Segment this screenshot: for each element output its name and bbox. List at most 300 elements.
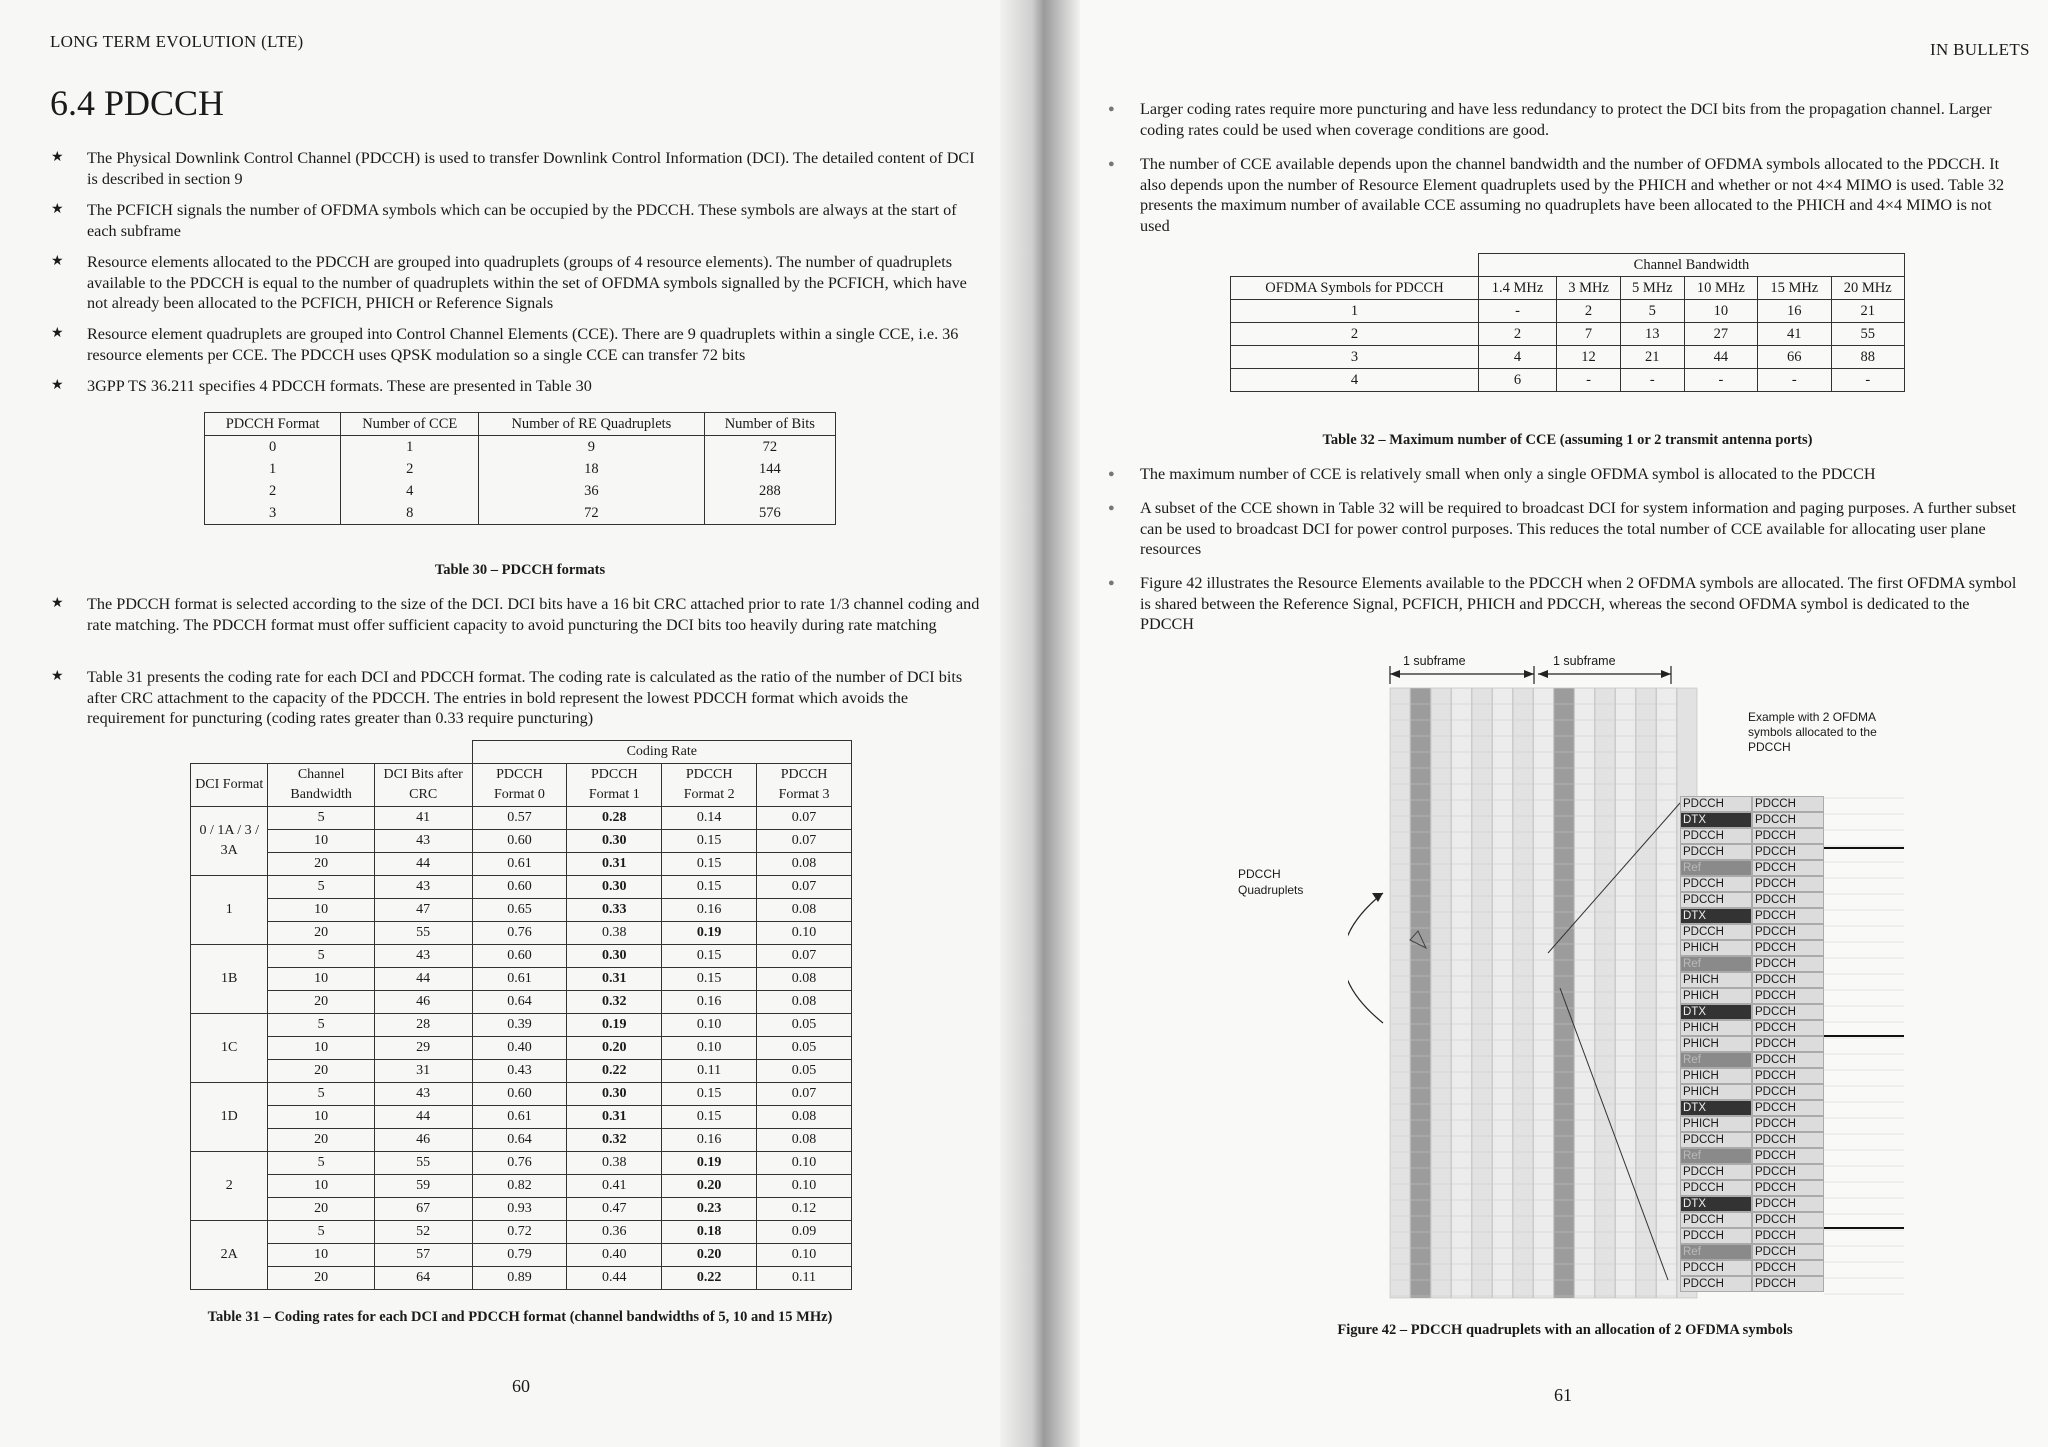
table-cell: 0.15 bbox=[662, 945, 757, 968]
column-group-header: Coding Rate bbox=[472, 741, 851, 764]
resource-element-cell: PHICH bbox=[1680, 1084, 1752, 1100]
resource-element-cell: PDCCH bbox=[1752, 1180, 1824, 1196]
table-cell: 0.38 bbox=[567, 1152, 662, 1175]
table-cell: 88 bbox=[1831, 346, 1905, 369]
resource-element-cell: PDCCH bbox=[1752, 796, 1824, 812]
table-cell: 0.38 bbox=[567, 922, 662, 945]
table-cell: 0.60 bbox=[472, 830, 567, 853]
book-gutter bbox=[1000, 0, 1080, 1447]
table-cell: 20 bbox=[268, 1267, 374, 1290]
table-cell: 12 bbox=[1557, 346, 1621, 369]
table-cell: 52 bbox=[374, 1221, 472, 1244]
table-row bbox=[1231, 300, 1905, 323]
column-header: PDCCH Format 0 bbox=[472, 764, 567, 807]
table-cell: 0.31 bbox=[567, 1106, 662, 1129]
table-cell: 0.22 bbox=[662, 1267, 757, 1290]
resource-element-cell: PDCCH bbox=[1752, 1148, 1824, 1164]
resource-element-cell: PDCCH bbox=[1680, 1164, 1752, 1180]
table-32-caption: Table 32 – Maximum number of CCE (assuming 1 or 2 transmit antenna ports) bbox=[1322, 432, 1813, 448]
table-cell: 5 bbox=[268, 1083, 374, 1106]
star-bullet-icon: ★ bbox=[51, 150, 64, 165]
resource-element-cell: PDCCH bbox=[1752, 1020, 1824, 1036]
table-cell: 20 bbox=[268, 1129, 374, 1152]
table-cell: 0.30 bbox=[567, 945, 662, 968]
symbol-column-1 bbox=[1680, 796, 1752, 1406]
table-cell: 0.20 bbox=[662, 1175, 757, 1198]
column-header: Number of RE Quadruplets bbox=[479, 413, 704, 436]
table-cell: 55 bbox=[374, 922, 472, 945]
resource-element-cell: PDCCH bbox=[1680, 924, 1752, 940]
bullet-item: ● A subset of the CCE shown in Table 32 will be required to broadcast DCI for system information and paging purposes. A further subset can be used to broadcast DCI for power control purposes. This reduces the total number of CCE available for allocating user plane resources bbox=[1108, 499, 2017, 558]
resource-element-cell: DTX bbox=[1680, 1196, 1752, 1212]
table-cell: 20 bbox=[268, 1198, 374, 1221]
table-row bbox=[205, 502, 836, 525]
table-cell: 43 bbox=[374, 876, 472, 899]
resource-element-cell: PDCCH bbox=[1752, 956, 1824, 972]
table-cell: 16 bbox=[1758, 300, 1831, 323]
resource-element-cell: PDCCH bbox=[1752, 972, 1824, 988]
table-cell: 144 bbox=[704, 458, 835, 480]
table-row bbox=[191, 1198, 852, 1221]
resource-element-cell: Ref bbox=[1680, 956, 1752, 972]
bullet-item: ★ The PDCCH format is selected according to the size of the DCI. DCI bits have a 16 bit CRC attached prior to rate 1/3 channel coding and rate matching. The PDCCH format must offer sufficient capacity to avoid puncturing the DCI bits too heavily during rate matching bbox=[51, 595, 980, 634]
table-row bbox=[205, 458, 836, 480]
table-cell: 46 bbox=[374, 1129, 472, 1152]
resource-element-cell: PHICH bbox=[1680, 940, 1752, 956]
table-cell: 4 bbox=[1231, 369, 1479, 392]
table-cell: - bbox=[1684, 369, 1757, 392]
table-32 bbox=[1230, 253, 1905, 392]
resource-element-cell: Ref bbox=[1680, 1244, 1752, 1260]
column-header: DCI Format bbox=[191, 764, 268, 807]
table-cell: 43 bbox=[374, 945, 472, 968]
table-cell: 44 bbox=[374, 1106, 472, 1129]
resource-element-cell: PDCCH bbox=[1680, 892, 1752, 908]
resource-element-cell: PDCCH bbox=[1752, 1212, 1824, 1228]
table-cell: 2 bbox=[1478, 323, 1556, 346]
resource-element-cell: PHICH bbox=[1680, 1020, 1752, 1036]
table-cell: 2 bbox=[205, 480, 341, 502]
table-row bbox=[191, 876, 852, 899]
column-header: PDCCH Format 1 bbox=[567, 764, 662, 807]
table-cell: 5 bbox=[268, 807, 374, 830]
column-header: 1.4 MHz bbox=[1478, 277, 1556, 300]
table-cell: 0 bbox=[205, 436, 341, 459]
resource-element-cell: PDCCH bbox=[1752, 924, 1824, 940]
resource-element-cell: DTX bbox=[1680, 908, 1752, 924]
resource-element-cell: Ref bbox=[1680, 1052, 1752, 1068]
table-cell: 0.61 bbox=[472, 853, 567, 876]
table-cell: 0.30 bbox=[567, 1083, 662, 1106]
resource-element-cell: PDCCH bbox=[1752, 1164, 1824, 1180]
table-cell: 7 bbox=[1557, 323, 1621, 346]
table-cell: 0.31 bbox=[567, 968, 662, 991]
table-cell: 0.11 bbox=[757, 1267, 852, 1290]
table-cell: 0.05 bbox=[757, 1014, 852, 1037]
table-row bbox=[191, 1129, 852, 1152]
figure-42-caption: Figure 42 – PDCCH quadruplets with an allocation of 2 OFDMA symbols bbox=[1337, 1322, 1793, 1338]
table-cell: 0.10 bbox=[757, 922, 852, 945]
star-bullet-icon: ★ bbox=[51, 254, 64, 269]
table-cell: 9 bbox=[479, 436, 704, 459]
dci-format-cell: 1 bbox=[191, 876, 268, 945]
resource-element-cell: PDCCH bbox=[1680, 1132, 1752, 1148]
table-cell: 5 bbox=[1620, 300, 1684, 323]
table-cell: 20 bbox=[268, 1060, 374, 1083]
table-30-caption: Table 30 – PDCCH formats bbox=[434, 562, 606, 578]
table-cell: 10 bbox=[268, 1175, 374, 1198]
table-cell: 4 bbox=[1478, 346, 1556, 369]
table-cell: - bbox=[1478, 300, 1556, 323]
group-header-row bbox=[1231, 254, 1905, 277]
table-cell bbox=[191, 741, 473, 764]
table-cell: 10 bbox=[268, 830, 374, 853]
resource-element-cell: PDCCH bbox=[1752, 1100, 1824, 1116]
table-row bbox=[1231, 369, 1905, 392]
resource-element-cell: PDCCH bbox=[1680, 876, 1752, 892]
column-header: PDCCH Format 3 bbox=[757, 764, 852, 807]
table-cell: 13 bbox=[1620, 323, 1684, 346]
resource-element-cell: PHICH bbox=[1680, 1036, 1752, 1052]
table-row bbox=[191, 807, 852, 830]
table-cell: 41 bbox=[1758, 323, 1831, 346]
table-cell: 5 bbox=[268, 1152, 374, 1175]
quadruplets-label: PDCCH Quadruplets bbox=[1238, 867, 1304, 897]
table-cell: 0.61 bbox=[472, 968, 567, 991]
bullet-item: ★ Resource elements allocated to the PDCCH are grouped into quadruplets (groups of 4 resource elements). The number of quadruplets available to the PDCCH is equal to the number of quadruplets within the set of OFDMA symbols signalled by the PCFICH, which have not already been allocated to the PCFICH, PHICH or Reference Signals bbox=[51, 253, 967, 312]
resource-element-cell: PDCCH bbox=[1680, 828, 1752, 844]
header-row bbox=[205, 413, 836, 436]
table-cell: 0.20 bbox=[662, 1244, 757, 1267]
star-bullet-icon: ★ bbox=[51, 202, 64, 217]
table-cell: 0.60 bbox=[472, 876, 567, 899]
table-row bbox=[191, 1106, 852, 1129]
table-row bbox=[191, 1267, 852, 1290]
table-cell: 10 bbox=[1684, 300, 1757, 323]
table-cell: 0.60 bbox=[472, 945, 567, 968]
table-cell: 0.10 bbox=[757, 1175, 852, 1198]
resource-element-cell: PDCCH bbox=[1752, 812, 1824, 828]
table-cell: 43 bbox=[374, 830, 472, 853]
table-cell: 44 bbox=[374, 968, 472, 991]
table-cell: 47 bbox=[374, 899, 472, 922]
table-cell: 0.19 bbox=[662, 1152, 757, 1175]
table-cell: 72 bbox=[479, 502, 704, 525]
page-number-right: 61 bbox=[1554, 1385, 1572, 1405]
table-row bbox=[191, 1083, 852, 1106]
bullet-dot-icon: ● bbox=[1108, 502, 1115, 514]
resource-element-cell: PDCCH bbox=[1752, 988, 1824, 1004]
table-cell: 0.89 bbox=[472, 1267, 567, 1290]
column-header: PDCCH Format 2 bbox=[662, 764, 757, 807]
table-30 bbox=[204, 412, 836, 525]
table-cell: 0.18 bbox=[662, 1221, 757, 1244]
table-cell: 0.15 bbox=[662, 1083, 757, 1106]
table-cell: 0.10 bbox=[757, 1244, 852, 1267]
resource-element-cell: PDCCH bbox=[1680, 1212, 1752, 1228]
table-cell: 5 bbox=[268, 876, 374, 899]
table-cell: 0.23 bbox=[662, 1198, 757, 1221]
table-row bbox=[191, 1221, 852, 1244]
table-cell: 0.33 bbox=[567, 899, 662, 922]
resource-element-cell: PHICH bbox=[1680, 1068, 1752, 1084]
table-row bbox=[191, 1037, 852, 1060]
table-cell: 0.15 bbox=[662, 876, 757, 899]
table-cell: 0.82 bbox=[472, 1175, 567, 1198]
table-cell: 2 bbox=[1231, 323, 1479, 346]
table-cell: 0.40 bbox=[567, 1244, 662, 1267]
table-cell: 55 bbox=[1831, 323, 1905, 346]
table-cell: 0.43 bbox=[472, 1060, 567, 1083]
table-cell: 29 bbox=[374, 1037, 472, 1060]
table-cell: 0.15 bbox=[662, 1106, 757, 1129]
bullet-dot-icon: ● bbox=[1108, 158, 1115, 170]
table-row bbox=[191, 853, 852, 876]
table-cell: 0.08 bbox=[757, 1106, 852, 1129]
table-cell: 0.30 bbox=[567, 830, 662, 853]
table-cell: 6 bbox=[1478, 369, 1556, 392]
table-cell: 0.15 bbox=[662, 968, 757, 991]
table-cell: 0.41 bbox=[567, 1175, 662, 1198]
bullet-item: ● Figure 42 illustrates the Resource Elements available to the PDCCH when 2 OFDMA symbols are allocated. The first OFDMA symbol is shared between the Reference Signal, PCFICH, PHICH and PDCCH, whereas the second OFDMA symbol is dedicated to the PDCCH bbox=[1108, 574, 2017, 633]
table-cell: 0.15 bbox=[662, 830, 757, 853]
table-cell: 36 bbox=[479, 480, 704, 502]
table-cell: 43 bbox=[374, 1083, 472, 1106]
column-header: 10 MHz bbox=[1684, 277, 1757, 300]
table-cell: 0.10 bbox=[662, 1037, 757, 1060]
resource-element-cell: PDCCH bbox=[1680, 1260, 1752, 1276]
table-cell bbox=[1231, 254, 1479, 277]
table-cell: 5 bbox=[268, 1014, 374, 1037]
resource-element-cell: PDCCH bbox=[1752, 1260, 1824, 1276]
table-cell: 0.32 bbox=[567, 1129, 662, 1152]
section-title: 6.4 PDCCH bbox=[50, 83, 225, 123]
table-row bbox=[191, 945, 852, 968]
table-cell: 1 bbox=[205, 458, 341, 480]
resource-element-cell: PDCCH bbox=[1680, 844, 1752, 860]
table-cell: 1 bbox=[341, 436, 479, 459]
resource-element-cell: PDCCH bbox=[1752, 1228, 1824, 1244]
resource-element-cell: PHICH bbox=[1680, 972, 1752, 988]
resource-element-cell: PDCCH bbox=[1752, 1196, 1824, 1212]
resource-element-cell: PDCCH bbox=[1752, 1004, 1824, 1020]
resource-element-cell: PDCCH bbox=[1752, 1036, 1824, 1052]
table-cell: 0.19 bbox=[567, 1014, 662, 1037]
table-row bbox=[191, 968, 852, 991]
table-cell: 0.19 bbox=[662, 922, 757, 945]
bullet-item: ★ Resource element quadruplets are grouped into Control Channel Elements (CCE). There are 9 quadruplets within a single CCE, i.e. 36 resource elements per CCE. The PDCCH uses QPSK modulation so a single CCE can transfer 72 bits bbox=[51, 325, 959, 364]
table-cell: 4 bbox=[341, 480, 479, 502]
bullet-item: ★ Table 31 presents the coding rate for each DCI and PDCCH format. The coding rate is calculated as the ratio of the number of DCI bits after CRC attachment to the capacity of the PDCCH. The entries in bold represent the lowest PDCCH format which avoids the requirement for puncturing (coding rates greater than 0.33 require puncturing) bbox=[51, 668, 963, 727]
table-cell: 576 bbox=[704, 502, 835, 525]
example-label: Example with 2 OFDMA symbols allocated to the PDCCH bbox=[1748, 710, 1877, 754]
table-cell: 10 bbox=[268, 1106, 374, 1129]
resource-element-cell: PDCCH bbox=[1752, 892, 1824, 908]
resource-element-cell: PDCCH bbox=[1752, 1132, 1824, 1148]
table-cell: 10 bbox=[268, 899, 374, 922]
bullet-dot-icon: ● bbox=[1108, 577, 1115, 589]
table-cell: 2 bbox=[341, 458, 479, 480]
dci-format-cell: 1C bbox=[191, 1014, 268, 1083]
table-cell: 28 bbox=[374, 1014, 472, 1037]
table-cell: 0.47 bbox=[567, 1198, 662, 1221]
table-cell: 0.57 bbox=[472, 807, 567, 830]
table-cell: 0.36 bbox=[567, 1221, 662, 1244]
resource-element-cell: DTX bbox=[1680, 1004, 1752, 1020]
column-header: 5 MHz bbox=[1620, 277, 1684, 300]
table-cell: 0.20 bbox=[567, 1037, 662, 1060]
resource-element-cell: PDCCH bbox=[1680, 796, 1752, 812]
resource-element-cell: PDCCH bbox=[1752, 1244, 1824, 1260]
table-cell: 0.40 bbox=[472, 1037, 567, 1060]
resource-element-cell: PDCCH bbox=[1752, 1068, 1824, 1084]
table-cell: 20 bbox=[268, 991, 374, 1014]
table-cell: 0.16 bbox=[662, 991, 757, 1014]
table-cell: 0.07 bbox=[757, 945, 852, 968]
table-row bbox=[191, 830, 852, 853]
table-cell: - bbox=[1557, 369, 1621, 392]
column-header: 3 MHz bbox=[1557, 277, 1621, 300]
bullet-item: ● Larger coding rates require more puncturing and have less redundancy to protect the DCI bits from the propagation channel. Larger coding rates could be used when coverage conditions are good. bbox=[1108, 100, 1992, 139]
table-cell: - bbox=[1758, 369, 1831, 392]
header-row bbox=[1231, 277, 1905, 300]
column-header: PDCCH Format bbox=[205, 413, 341, 436]
table-cell: 0.16 bbox=[662, 1129, 757, 1152]
dci-format-cell: 0 / 1A / 3 / 3A bbox=[191, 807, 268, 876]
resource-element-cell: Ref bbox=[1680, 1148, 1752, 1164]
running-head-right: IN BULLETS bbox=[1930, 40, 2030, 59]
table-cell: 0.09 bbox=[757, 1221, 852, 1244]
column-header: Number of CCE bbox=[341, 413, 479, 436]
table-row bbox=[191, 922, 852, 945]
table-cell: 1 bbox=[1231, 300, 1479, 323]
column-header: Channel Bandwidth bbox=[268, 764, 374, 807]
resource-element-cell: PDCCH bbox=[1752, 876, 1824, 892]
table-cell: 0.79 bbox=[472, 1244, 567, 1267]
table-cell: 72 bbox=[704, 436, 835, 459]
table-cell: 46 bbox=[374, 991, 472, 1014]
resource-element-cell: Ref bbox=[1680, 860, 1752, 876]
table-cell: 0.10 bbox=[662, 1014, 757, 1037]
table-cell: 0.60 bbox=[472, 1083, 567, 1106]
table-cell: 0.61 bbox=[472, 1106, 567, 1129]
resource-element-cell: PDCCH bbox=[1752, 940, 1824, 956]
table-cell: 0.08 bbox=[757, 968, 852, 991]
table-cell: 0.93 bbox=[472, 1198, 567, 1221]
star-bullet-icon: ★ bbox=[51, 596, 64, 611]
resource-element-cell: PDCCH bbox=[1752, 844, 1824, 860]
column-group-header: Channel Bandwidth bbox=[1478, 254, 1904, 277]
table-cell: 0.65 bbox=[472, 899, 567, 922]
table-cell: 21 bbox=[1831, 300, 1905, 323]
column-header: Number of Bits bbox=[704, 413, 835, 436]
bullet-item: ★ 3GPP TS 36.211 specifies 4 PDCCH formats. These are presented in Table 30 bbox=[51, 377, 592, 395]
table-cell: 57 bbox=[374, 1244, 472, 1267]
table-row bbox=[191, 1175, 852, 1198]
table-cell: 31 bbox=[374, 1060, 472, 1083]
table-row bbox=[191, 1244, 852, 1267]
dci-format-cell: 1B bbox=[191, 945, 268, 1014]
table-row bbox=[1231, 346, 1905, 369]
table-cell: 44 bbox=[374, 853, 472, 876]
star-bullet-icon: ★ bbox=[51, 669, 64, 684]
table-cell: 0.11 bbox=[662, 1060, 757, 1083]
table-cell: 10 bbox=[268, 1244, 374, 1267]
resource-element-cell: PDCCH bbox=[1752, 828, 1824, 844]
bullet-item: ★ The Physical Downlink Control Channel (PDCCH) is used to transfer Downlink Control Information (DCI). The detailed content of DCI is described in section 9 bbox=[51, 149, 975, 188]
table-cell: 20 bbox=[268, 922, 374, 945]
subframe-label: 1 subframe bbox=[1553, 654, 1616, 668]
group-header-row bbox=[191, 741, 852, 764]
column-header: 20 MHz bbox=[1831, 277, 1905, 300]
bullet-dot-icon: ● bbox=[1108, 103, 1115, 115]
table-cell: 3 bbox=[1231, 346, 1479, 369]
resource-element-cell: PDCCH bbox=[1680, 1180, 1752, 1196]
star-bullet-icon: ★ bbox=[51, 378, 64, 393]
table-cell: 0.22 bbox=[567, 1060, 662, 1083]
table-cell: 55 bbox=[374, 1152, 472, 1175]
table-row bbox=[1231, 323, 1905, 346]
table-row bbox=[205, 436, 836, 459]
table-cell: 0.64 bbox=[472, 991, 567, 1014]
resource-element-cell: PDCCH bbox=[1752, 1052, 1824, 1068]
table-cell: 67 bbox=[374, 1198, 472, 1221]
table-cell: 0.07 bbox=[757, 1083, 852, 1106]
table-row bbox=[191, 899, 852, 922]
table-cell: 64 bbox=[374, 1267, 472, 1290]
table-cell: 0.44 bbox=[567, 1267, 662, 1290]
table-cell: - bbox=[1620, 369, 1684, 392]
table-cell: 18 bbox=[479, 458, 704, 480]
table-cell: 66 bbox=[1758, 346, 1831, 369]
table-cell: 0.08 bbox=[757, 991, 852, 1014]
table-cell: 21 bbox=[1620, 346, 1684, 369]
table-cell: 0.08 bbox=[757, 899, 852, 922]
row-header: OFDMA Symbols for PDCCH bbox=[1231, 277, 1479, 300]
table-cell: 0.28 bbox=[567, 807, 662, 830]
table-cell: 0.12 bbox=[757, 1198, 852, 1221]
resource-element-cell: PDCCH bbox=[1680, 1228, 1752, 1244]
table-cell: 0.07 bbox=[757, 807, 852, 830]
resource-element-cell: PDCCH bbox=[1752, 1084, 1824, 1100]
table-row bbox=[191, 1060, 852, 1083]
table-cell: 0.64 bbox=[472, 1129, 567, 1152]
table-cell: 0.32 bbox=[567, 991, 662, 1014]
page-number-left: 60 bbox=[512, 1376, 530, 1396]
table-cell: 0.76 bbox=[472, 922, 567, 945]
table-cell: 27 bbox=[1684, 323, 1757, 346]
table-cell: 20 bbox=[268, 853, 374, 876]
resource-element-cell: PDCCH bbox=[1752, 908, 1824, 924]
table-31 bbox=[190, 740, 852, 1290]
resource-element-cell: PDCCH bbox=[1680, 1276, 1752, 1292]
table-cell: 288 bbox=[704, 480, 835, 502]
table-cell: 10 bbox=[268, 968, 374, 991]
table-cell: 8 bbox=[341, 502, 479, 525]
resource-element-cell: DTX bbox=[1680, 812, 1752, 828]
table-cell: 5 bbox=[268, 1221, 374, 1244]
symbol-column-2 bbox=[1752, 796, 1824, 1406]
bullet-dot-icon: ● bbox=[1108, 468, 1115, 480]
table-cell: 44 bbox=[1684, 346, 1757, 369]
table-cell: 0.05 bbox=[757, 1037, 852, 1060]
resource-element-cell: PDCCH bbox=[1752, 1276, 1824, 1292]
table-cell: 5 bbox=[268, 945, 374, 968]
table-cell: 41 bbox=[374, 807, 472, 830]
table-cell: 0.14 bbox=[662, 807, 757, 830]
dci-format-cell: 2A bbox=[191, 1221, 268, 1290]
star-bullet-icon: ★ bbox=[51, 326, 64, 341]
